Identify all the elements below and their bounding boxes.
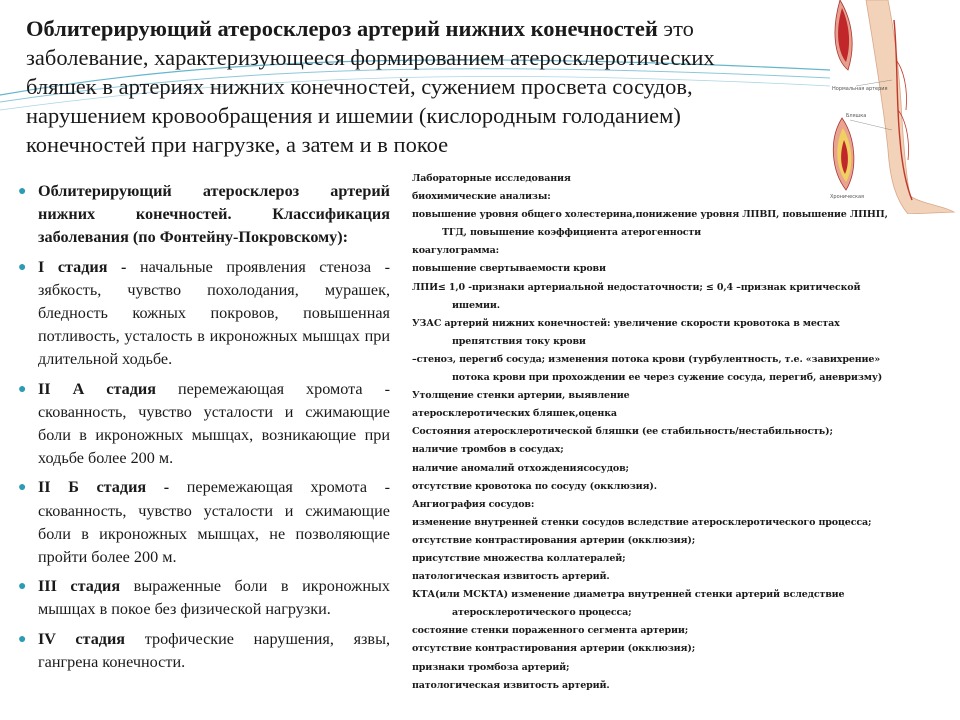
text-line: –стеноз, перегиб сосуда; изменения потока крови (турбулентность, т.е. «завихрение» bbox=[412, 353, 881, 365]
caption-occlusion: Хроническая bbox=[830, 194, 865, 200]
intro-line: конечностей при нагрузке, а затем и в покое bbox=[26, 132, 449, 157]
stage-label: III стадия bbox=[38, 577, 121, 596]
bullet-icon: ● bbox=[18, 631, 27, 647]
text-line: отсутствие кровотока по сосуду (окклюзия). bbox=[412, 480, 657, 492]
text-line: ТГД, повышение коэффициента атерогенности bbox=[442, 227, 702, 239]
text-line: атеросклеротических бляшек,оценка bbox=[412, 408, 617, 420]
intro-line: нарушением кровообращения и ишемии (кислородным голоданием) bbox=[26, 103, 681, 128]
list-item bbox=[14, 256, 390, 372]
stage-text: перемежающая хромота - скованность, чувство усталости и сжимающие боли в икроножных мышцах, возникающие при ходьбе более 200 м. bbox=[38, 379, 390, 468]
caption-plaque: Бляшка bbox=[846, 113, 867, 119]
list-item bbox=[14, 378, 390, 471]
text-line: коагулограмма: bbox=[412, 245, 499, 257]
intro-title: Облитерирующий атеросклероз артерий нижних конечностей bbox=[26, 16, 658, 41]
stage-label: II А стадия bbox=[38, 379, 156, 398]
stage-text: выраженные боли в икроножных мышцах в покое без физической нагрузки. bbox=[38, 577, 390, 619]
stage-label: I стадия - bbox=[38, 257, 127, 276]
text-line: Лабораторные исследования bbox=[412, 173, 571, 184]
text-line: состояние стенки пораженного сегмента артерии; bbox=[412, 625, 689, 637]
list-item bbox=[14, 575, 390, 621]
caption-normal-artery: Нормальная артерия bbox=[832, 86, 888, 92]
text-line: изменение внутренней стенки сосудов вследствие атеросклеротического процесса; bbox=[412, 516, 872, 528]
intro-paragraph bbox=[26, 14, 826, 159]
text-line: ЛПИ≤ 1,0 -признаки артериальной недостаточности; ≤ 0,4 –признак критической bbox=[412, 281, 861, 293]
text-line: атеросклеротического процесса; bbox=[452, 607, 632, 619]
list-item bbox=[14, 476, 390, 569]
text-line: патологическая извитость артерий. bbox=[412, 571, 610, 583]
list-item bbox=[14, 180, 390, 250]
stage-text: начальные проявления стеноза - зябкость, чувство похолодания, мурашек, бледность кожных покровов, повышенная потливость, усталость в икроножных мышцах при длительной ходьбе. bbox=[38, 257, 390, 369]
text-line: потока крови при прохождении ее через сужение сосуда, перегиб, аневризму) bbox=[452, 372, 883, 384]
text-line: УЗАС артерий нижних конечностей: увеличение скорости кровотока в местах bbox=[412, 317, 840, 329]
text-line: повышение уровня общего холестерина,понижение уровня ЛПВП, повышение ЛПНП, bbox=[412, 209, 888, 221]
stage-text: перемежающая хромота - скованность, чувство усталости и сжимающие боли в икроножных мышцах, не позволяющие пройти более 200 м. bbox=[38, 478, 390, 567]
text-line: Ангиография сосудов: bbox=[412, 498, 535, 510]
text-line: повышение свертываемости крови bbox=[412, 263, 606, 275]
bullet-icon: ● bbox=[18, 381, 27, 397]
stage-label: II Б стадия - bbox=[38, 478, 170, 497]
bullet-icon: ● bbox=[18, 184, 27, 199]
text-line: патологическая извитость артерий. bbox=[412, 679, 610, 691]
list-item bbox=[14, 628, 390, 674]
text-line: наличие тромбов в сосудах; bbox=[412, 444, 564, 456]
intro-line: бляшек в артериях нижних конечностей, сужением просвета сосудов, bbox=[26, 74, 693, 99]
diagnostics-text bbox=[412, 170, 938, 695]
classification-list bbox=[14, 180, 390, 680]
intro-line: это bbox=[657, 16, 694, 41]
text-line: наличие аномалий отхождениясосудов; bbox=[412, 462, 629, 474]
text-line: Утолщение стенки артерии, выявление bbox=[412, 390, 630, 402]
bullet-icon: ● bbox=[18, 579, 27, 595]
classification-heading: Облитерирующий атеросклероз артерий нижних конечностей. Классификация заболевания (по Фонтейну-Покровскому): bbox=[38, 182, 390, 247]
bullet-icon: ● bbox=[18, 259, 27, 275]
text-line: КТА(или МСКТА) изменение диаметра внутренней стенки артерий вследствие bbox=[412, 589, 845, 601]
text-line: ишемии. bbox=[452, 299, 500, 311]
text-line: признаки тромбоза артерий; bbox=[412, 661, 570, 673]
text-line: биохимические анализы: bbox=[412, 191, 551, 203]
text-line: препятствия току крови bbox=[452, 335, 586, 347]
stage-text: трофические нарушения, язвы, гангрена конечности. bbox=[38, 629, 390, 671]
text-line: отсутствие контрастирования артерии (окклюзия); bbox=[412, 534, 696, 546]
bullet-icon: ● bbox=[18, 480, 27, 496]
text-line: Состояния атеросклеротической бляшки (ее стабильность/нестабильность); bbox=[412, 426, 833, 438]
intro-line: заболевание, характеризующееся формированием атеросклеротических bbox=[26, 45, 715, 70]
text-line: присутствие множества коллатералей; bbox=[412, 552, 626, 564]
stage-label: IV стадия bbox=[38, 629, 126, 648]
text-line: отсутствие контрастирования артерии (окклюзия); bbox=[412, 643, 696, 655]
